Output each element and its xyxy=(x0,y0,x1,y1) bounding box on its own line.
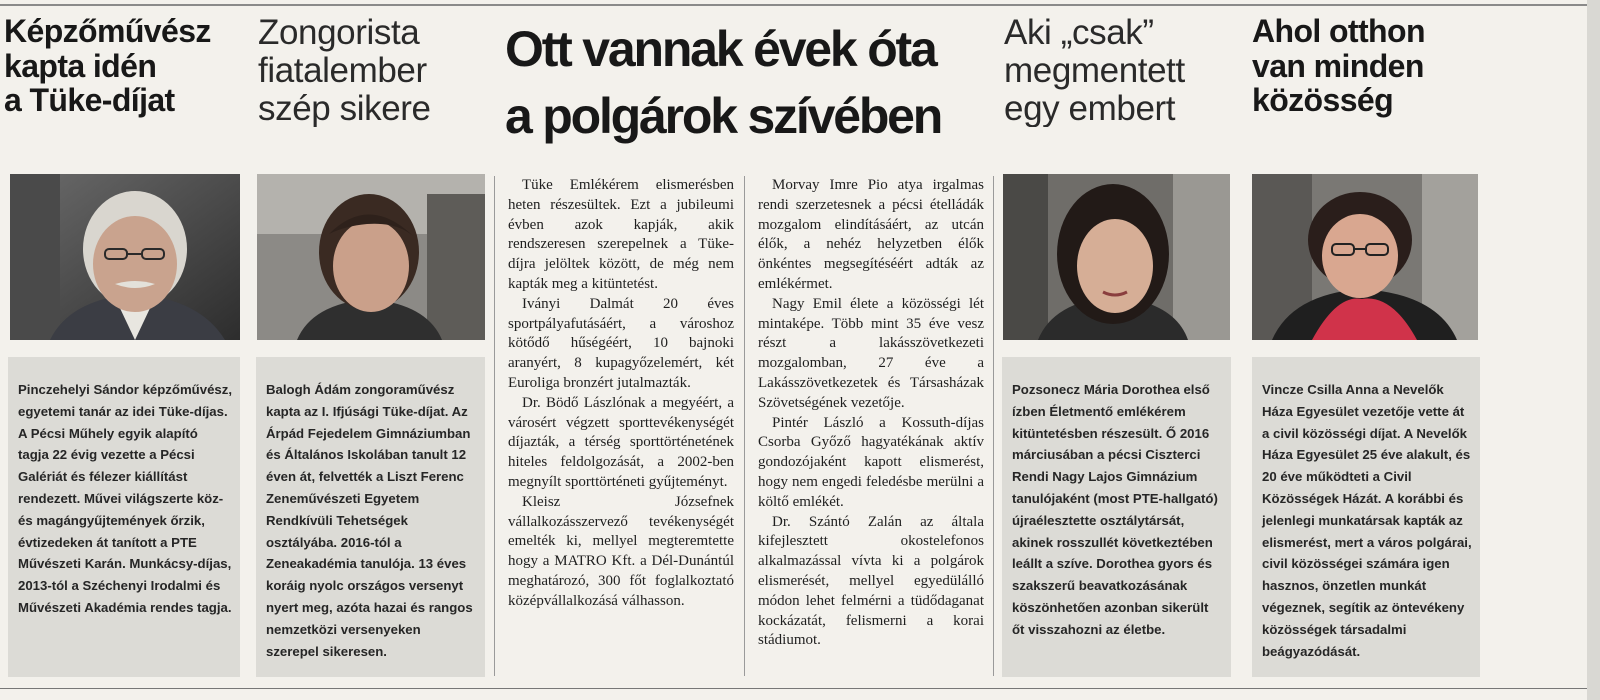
headline-col2-line: Zongorista xyxy=(258,14,420,52)
top-rule xyxy=(0,4,1600,6)
column-rule xyxy=(993,176,994,676)
bio-box-balogh xyxy=(256,357,485,677)
article-paragraph: Morvay Imre Pio atya irgalmas rendi szerzetesnek a pécsi ételládák mozgalom elindításáért, az utcán élők, a nehéz helyzetben élők önkéntes megsegítéséért adták az emlékérmet. xyxy=(758,177,984,292)
headline-col1-line: a Tüke-díjat xyxy=(4,82,175,118)
headline-col4-line: Aki „csak” xyxy=(1004,14,1154,52)
page-edge xyxy=(1587,0,1600,700)
headline-col5 xyxy=(1252,14,1492,118)
bio-text: Balogh Ádám zongoraművész kapta az I. Ifjúsági Tüke-díjat. Az Árpád Fejedelem Gimnáziumban és Általános Iskolában tanult 12 éven át, felvették a Liszt Ferenc Zeneművészeti Egyetem Rendkívüli Tehetségek osztályába. 2016-tól a Zeneakadémia tanulója. 13 éves koráig nyolc országos versenyt nyert meg, azóta hazai és rangos nemzetközi versenyeken szerepel sikeresen. xyxy=(266,382,473,659)
portrait-illustration xyxy=(1252,174,1478,340)
bottom-rule xyxy=(0,688,1600,689)
article-column-a xyxy=(508,176,734,676)
headline-col1-line: kapta idén xyxy=(4,47,157,84)
bio-text: Pinczehelyi Sándor képzőművész, egyetemi tanár az idei Tüke-díjas. A Pécsi Műhely egyik alapító tagja 22 évig vezette a Pécsi Galériát és félezer kiállítást rendezett. Művei világszerte köz- és magángyűjtemények őrzik, évtizedeken át tanított a PTE Művészeti Karán. Munkácsy-díjas, 2013-tól a Széchenyi Irodalmi és Művészeti Akadémia rendes tagja. xyxy=(18,382,233,615)
headline-col1 xyxy=(4,14,244,118)
article-column-b xyxy=(758,176,984,676)
photo-pinczehelyi xyxy=(10,174,240,340)
article-paragraph: Tüke Emlékérem elismerésben heten részesültek. Ezt a jubileumi évben azok kapják, akik rendszeresen szerepelnek a Tüke-díjra jelöltek között, de még nem kapták meg a kitüntetést. xyxy=(508,177,734,292)
article-paragraph: Nagy Emil élete a közösségi lét mintaképe. Több mint 35 éve vesz részt a lakásszövetkezeti mozgalomban, 27 éve a Lakásszövetkezetek és Társasházak Szövetségének vezetője. xyxy=(758,295,984,411)
bio-text: Vincze Csilla Anna a Nevelők Háza Egyesület vezetője vette át a civil közösségi díjat. A Nevelők Háza Egyesület 25 éve alakult, és 20 éve működteti a Civil Közösségek Házát. A korábbi és jelenlegi munkatársak kapták az elismerést, mert a város polgárai, civil közösségei számára igen hasznos, önzetlen munkát végeznek, segítik az öntevékeny közösségek társadalmi beágyazódását. xyxy=(1262,382,1472,659)
article-paragraph: Pintér László a Kossuth-díjas Csorba Győző hagyatékának aktív gondozójaként kapott elismerést, hogy nem engedi feledésbe merülni a költő emlékét. xyxy=(758,414,984,510)
headline-col4-line: egy embert xyxy=(1004,88,1176,128)
portrait-illustration xyxy=(10,174,240,340)
headline-col5-line: közösség xyxy=(1252,82,1394,118)
headline-col5-line: Ahol otthon xyxy=(1252,14,1425,49)
portrait-illustration xyxy=(257,174,485,340)
photo-balogh xyxy=(257,174,485,340)
headline-col4 xyxy=(1004,14,1248,127)
headline-main xyxy=(505,16,995,150)
article-paragraph: Kleisz Józsefnek vállalkozásszervező tevékenységét emelték ki, mellyel megteremtette hogy a MATRO Kft. a Dél-Dunántúl meghatározó, 300 főt foglalkoztató középvállalkozásá válhasson. xyxy=(508,493,734,609)
headline-col4-line: megmentett xyxy=(1004,50,1185,90)
article-paragraph: Iványi Dalmát 20 éves sportpályafutásáért, a városhoz kötődő hűségéért, 10 bajnoki aranyért, 8 kupagyőzelemért, két Euroliga bronzért jutalmazták. xyxy=(508,295,734,391)
article-paragraph: Dr. Bödő Lászlónak a megyéért, a városért végzett sporttevékenységét díjazták, a térség sporttörténetének hiteles feldolgozását, a 2002-ben megnyílt sporttörténeti gyűjteményt. xyxy=(508,394,734,490)
column-rule xyxy=(494,176,495,676)
headline-main-line: a polgárok szívében xyxy=(505,88,942,144)
headline-col2-line: szép sikere xyxy=(258,88,431,128)
article-paragraph: Dr. Szántó Zalán az általa kifejlesztett okostelefonos alkalmazással vívta ki a polgárok elismerését, mellyel egyedülálló módon lehet felmérni a tüdődaganat kockázatát, felismerni a korai stádiumot. xyxy=(758,513,984,649)
bio-box-pinczehelyi xyxy=(8,357,240,677)
bio-text: Pozsonecz Mária Dorothea első ízben Életmentő emlékérem kitüntetésben részesült. Ő 2016 márciusában a pécsi Ciszterci Rendi Nagy Lajos Gimnázium tanulójaként (most PTE-hallgató) újraélesztette osztálytársát, akinek rosszullét következtében leállt a szíve. Dorothea gyors és szakszerű beavatkozásának köszönhetően azonban sikerült őt visszahozni az életbe. xyxy=(1012,382,1218,637)
bio-box-pozsonecz xyxy=(1002,357,1231,677)
column-rule xyxy=(744,176,745,676)
headline-main-line: Ott vannak évek óta xyxy=(505,21,936,77)
headline-col5-line: van minden xyxy=(1252,47,1424,84)
photo-pozsonecz xyxy=(1003,174,1230,340)
photo-vincze xyxy=(1252,174,1478,340)
bio-box-vincze xyxy=(1252,357,1480,677)
headline-col2 xyxy=(258,14,494,127)
portrait-illustration xyxy=(1003,174,1230,340)
headline-col2-line: fiatalember xyxy=(258,50,427,90)
headline-col1-line: Képzőművész xyxy=(4,14,211,49)
